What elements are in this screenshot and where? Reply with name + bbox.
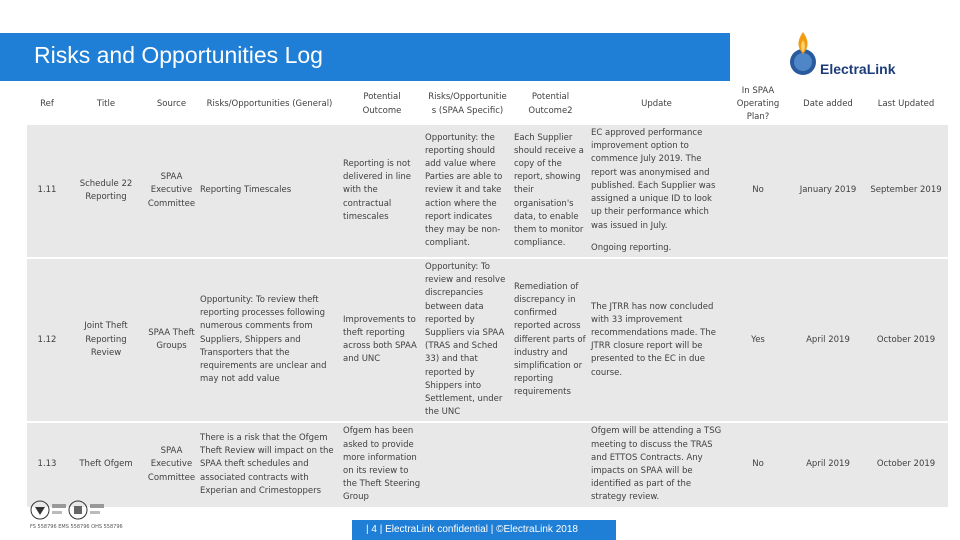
- footer-confidential-bar: | 4 | ElectraLink confidential | ©ElectraLink 2018: [352, 520, 616, 540]
- column-header-specific: Risks/Opportunitie s (SPAA Specific): [423, 84, 512, 125]
- cell-outcome2: Remediation of discrepancy in confirmed reported across different parts of industry and simplification or reporting requirements: [512, 258, 589, 422]
- cell-update: The JTRR has now concluded with 33 improvement recommendations made. The JTRR closure report will be presented to the EC in due course.: [589, 258, 724, 422]
- column-header-plan: In SPAA Operating Plan?: [724, 84, 792, 125]
- cell-outcome: Reporting is not delivered in line with the contractual timescales: [341, 125, 423, 258]
- column-header-update: Update: [589, 84, 724, 125]
- electralink-logo: [786, 28, 916, 82]
- column-header-source: Source: [145, 84, 198, 125]
- cell-plan: Yes: [724, 258, 792, 422]
- column-header-general: Risks/Opportunities (General): [198, 84, 341, 125]
- cell-plan: No: [724, 422, 792, 507]
- cell-outcome2: [512, 422, 589, 507]
- cell-date-added: April 2019: [792, 258, 864, 422]
- column-header-title: Title: [67, 84, 145, 125]
- update-text: EC approved performance improvement option to commence July 2019. The report was anonymised and published. Each Supplier was assigned a unique ID to look up their performance which was issued in July.: [591, 128, 716, 231]
- cell-specific: Opportunity: To review and resolve discrepancies between data reported by Suppliers via SPAA (TRAS and Sched 33) and that reported by Shippers into Settlement, under the UNC: [423, 258, 512, 422]
- cell-date-added: January 2019: [792, 125, 864, 258]
- cell-specific: Opportunity: the reporting should add value where Parties are able to review it and take action where the report indicates they may be non-compliant.: [423, 125, 512, 258]
- cell-plan: No: [724, 125, 792, 258]
- title-banner: [0, 33, 730, 81]
- risks-opportunities-table: [27, 84, 948, 509]
- cell-title: Schedule 22 Reporting: [67, 125, 145, 258]
- table-row: [27, 258, 948, 422]
- cell-specific: [423, 422, 512, 507]
- cell-outcome: Improvements to theft reporting across both SPAA and UNC: [341, 258, 423, 422]
- cell-title: Theft Ofgem: [67, 422, 145, 507]
- cell-date-added: April 2019: [792, 422, 864, 507]
- cell-ref: 1.13: [27, 422, 67, 507]
- cell-last-updated: October 2019: [864, 258, 948, 422]
- column-header-date-added: Date added: [792, 84, 864, 125]
- cell-source: SPAA Executive Committee: [145, 125, 198, 258]
- cell-general: Reporting Timescales: [198, 125, 341, 258]
- logo-wordmark: ElectraLink: [820, 61, 896, 77]
- cell-source: SPAA Executive Committee: [145, 422, 198, 507]
- table-row: [27, 125, 948, 258]
- update-followup-text: Ongoing reporting.: [591, 242, 672, 253]
- certification-badge-icon: [30, 498, 130, 522]
- cell-update: [589, 125, 724, 258]
- cell-source: SPAA Theft Groups: [145, 258, 198, 422]
- cell-last-updated: September 2019: [864, 125, 948, 258]
- cell-ref: 1.12: [27, 258, 67, 422]
- cell-update: Ofgem will be attending a TSG meeting to discuss the TRAS and ETTOS Contracts. Any impacts on SPAA will be identified as part of the strategy review.: [589, 422, 724, 507]
- cell-ref: 1.11: [27, 125, 67, 258]
- column-header-outcome2: Potential Outcome2: [512, 84, 589, 125]
- column-header-last-updated: Last Updated: [864, 84, 948, 125]
- cell-general: Opportunity: To review theft reporting processes following numerous comments from Suppliers, Shippers and Transporters that the requirements are unclear and may not add value: [198, 258, 341, 422]
- table-row: [27, 422, 948, 507]
- table-header-row: [27, 84, 948, 125]
- certification-numbers: FS 558796 EMS 558796 OHS 558796: [30, 524, 123, 530]
- page-title: Risks and Opportunities Log: [34, 42, 323, 68]
- cell-last-updated: October 2019: [864, 422, 948, 507]
- cell-title: Joint Theft Reporting Review: [67, 258, 145, 422]
- column-header-outcome: Potential Outcome: [341, 84, 423, 125]
- cell-general: There is a risk that the Ofgem Theft Review will impact on the SPAA theft schedules and associated contracts with Experian and Crimestoppers: [198, 422, 341, 507]
- cell-outcome: Ofgem has been asked to provide more information on its review to the Theft Steering Group: [341, 422, 423, 507]
- cell-outcome2: Each Supplier should receive a copy of the report, showing their organisation's data, to enable them to monitor compliance.: [512, 125, 589, 258]
- column-header-ref: Ref: [27, 84, 67, 125]
